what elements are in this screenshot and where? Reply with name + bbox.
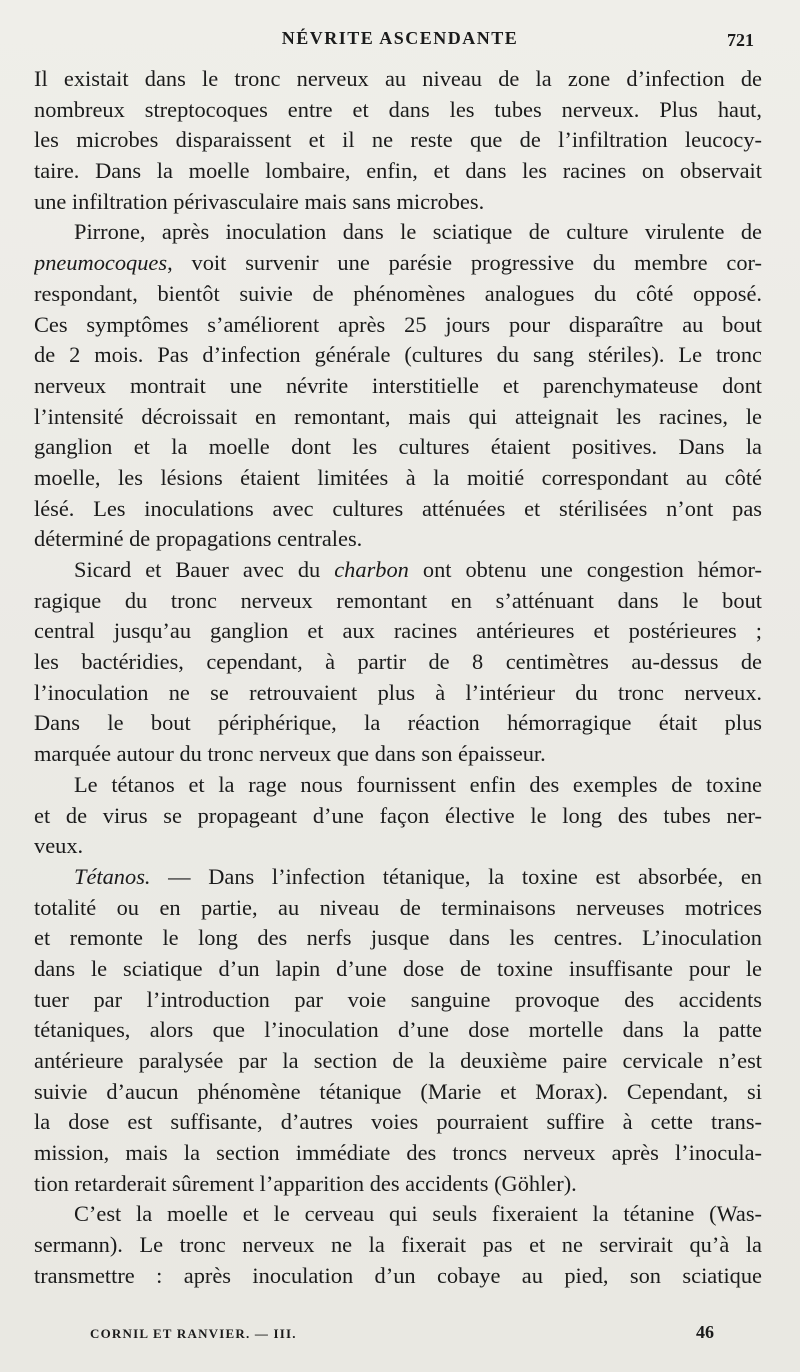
text-line: Tétanos. — Dans l’infection tétanique, la toxine est absorbée, en	[74, 863, 762, 889]
text-line: une infiltration périvasculaire mais sans microbes.	[34, 188, 485, 214]
text-line: Pirrone, après inoculation dans le sciatique de culture virulente de	[74, 219, 762, 245]
running-head: NÉVRITE ASCENDANTE	[281, 28, 519, 48]
text-line: Dans le bout périphérique, la réaction hémorragique était plus	[34, 710, 762, 736]
text-line: marquée autour du tronc nerveux que dans son épaisseur.	[34, 741, 546, 767]
text-line: tion retarderait sûrement l’apparition des accidents (Göhler).	[34, 1170, 577, 1196]
text-line: tétaniques, alors que l’inoculation d’une dose mortelle dans la patte	[34, 1017, 762, 1043]
text-line: la dose est suffisante, d’autres voies pourraient suffire à cette trans-	[34, 1109, 762, 1135]
text-line: antérieure paralysée par la section de la deuxième paire cervicale n’est	[34, 1048, 762, 1073]
text-line: les bactéridies, cependant, à partir de 8 centimètres au-dessus de	[34, 649, 762, 675]
text-line: l’intensité décroissait en remontant, mais qui atteignait les racines, le	[34, 403, 762, 429]
text-line: C’est la moelle et le cerveau qui seuls fixeraient la tétanine (Was-	[74, 1201, 762, 1227]
text-line: central jusqu’au ganglion et aux racines antérieures et postérieures ;	[34, 618, 762, 644]
page-footer	[0, 1322, 800, 1346]
text-line: Il existait dans le tronc nerveux au niveau de la zone d’infection de	[34, 66, 762, 91]
text-line: de 2 mois. Pas d’infection générale (cultures du sang stériles). Le tronc	[34, 342, 762, 368]
text-line: taire. Dans la moelle lombaire, enfin, et dans les racines on observait	[34, 158, 762, 184]
text-line: les microbes disparaissent et il ne reste que de l’infiltration leucocy-	[34, 127, 762, 153]
text-line: sermann). Le tronc nerveux ne la fixerait pas et ne servirait qu’à la	[34, 1232, 762, 1258]
text-line: mission, mais la section immédiate des troncs nerveux après l’inocula-	[34, 1140, 762, 1166]
text-line: ganglion et la moelle dont les cultures étaient positives. Dans la	[34, 434, 762, 460]
text-line: pneumocoques, voit survenir une parésie progressive du membre cor-	[34, 250, 762, 276]
text-line: Ces symptômes s’améliorent après 25 jours pour disparaître au bout	[34, 311, 762, 337]
body-text	[34, 64, 762, 1292]
footer-imprint: CORNIL ET RANVIER. — III.	[90, 1326, 297, 1341]
text-line: totalité ou en partie, au niveau de terminaisons nerveuses motrices	[34, 894, 762, 920]
text-line: lésé. Les inoculations avec cultures atténuées et stérilisées n’ont pas	[34, 495, 762, 521]
text-line: Sicard et Bauer avec du charbon ont obtenu une congestion hémor-	[74, 557, 762, 582]
text-line: Le tétanos et la rage nous fournissent enfin des exemples de toxine	[74, 771, 762, 797]
text-line: veux.	[34, 833, 84, 859]
text-line: tuer par l’introduction par voie sanguine provoque des accidents	[34, 986, 762, 1012]
text-line: dans le sciatique d’un lapin d’une dose de toxine insuffisante pour le	[34, 955, 762, 981]
text-line: moelle, les lésions étaient limitées à la moitié correspondant au côté	[34, 464, 762, 490]
text-line: respondant, bientôt suivie de phénomènes analogues du côté opposé.	[34, 280, 762, 306]
text-line: et remonte le long des nerfs jusque dans les centres. L’inoculation	[34, 925, 762, 951]
signature-mark: 46	[696, 1322, 714, 1342]
page-number: 721	[727, 30, 754, 50]
text-line: déterminé de propagations centrales.	[34, 526, 363, 552]
page-header	[0, 28, 800, 58]
text-line: nombreux streptocoques entre et dans les tubes nerveux. Plus haut,	[34, 96, 762, 122]
text-line: nerveux montrait une névrite interstitielle et parenchymateuse dont	[34, 372, 762, 398]
text-line: et de virus se propageant d’une façon élective le long des tubes ner-	[34, 802, 762, 828]
text-line: transmettre : après inoculation d’un cobaye au pied, son sciatique	[34, 1262, 762, 1288]
text-line: l’inoculation ne se retrouvaient plus à l’intérieur du tronc nerveux.	[34, 679, 762, 705]
text-line: ragique du tronc nerveux remontant en s’atténuant dans le bout	[34, 587, 762, 613]
text-line: suivie d’aucun phénomène tétanique (Marie et Morax). Cependant, si	[34, 1078, 762, 1104]
